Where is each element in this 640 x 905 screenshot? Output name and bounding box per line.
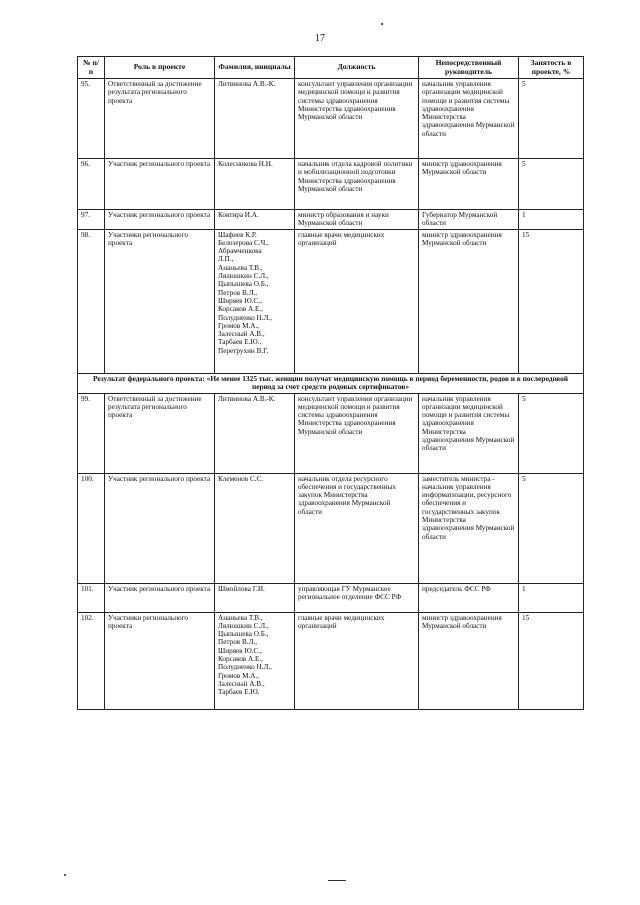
project-participants-table [77, 56, 584, 710]
row-name: Клеменов С.С. [215, 473, 295, 583]
section-row [78, 373, 584, 393]
header-name: Фамилия, инициалы [215, 57, 295, 79]
table-row [78, 473, 584, 583]
row-num: 97. [78, 210, 105, 230]
row-name: Шмойлова Г.И. [215, 583, 295, 612]
row-name: Колесникова Н.Н. [215, 159, 295, 210]
row-role: Участник регионального проекта [105, 210, 215, 230]
row-position: начальник отдела кадровой политики и мобилизационной подготовки Министерства здравоохранения Мурманской области [295, 159, 419, 210]
row-load: 15 [519, 229, 584, 373]
row-supervisor: министр здравоохранения Мурманской области [419, 229, 519, 373]
row-num: 100. [78, 473, 105, 583]
row-load: 5 [519, 473, 584, 583]
row-name: Литвинова А.В.-К. [215, 79, 295, 159]
row-num: 98. [78, 229, 105, 373]
row-role: Ответственный за достижение результата регионального проекта [105, 79, 215, 159]
table-row [78, 79, 584, 159]
row-supervisor: Губернатор Мурманской области [419, 210, 519, 230]
scan-mark [328, 880, 346, 881]
row-load: 1 [519, 583, 584, 612]
row-supervisor: председатель ФСС РФ [419, 583, 519, 612]
row-num: 102. [78, 612, 105, 709]
header-num: № п/п [78, 57, 105, 79]
scan-speck [64, 874, 66, 876]
row-position: консультант управления организации медицинской помощи и развития системы здравоохранения Министерства здравоохранения Мурманской области [295, 393, 419, 473]
row-supervisor: заместитель министра - начальник управления информатизации, ресурсного обеспечения и государственных закупок Министерства здравоохранения Мурманской области [419, 473, 519, 583]
row-position: управляющая ГУ Мурманское региональное отделение ФСС РФ [295, 583, 419, 612]
scan-speck [381, 23, 383, 25]
row-name: Ковтира И.А. [215, 210, 295, 230]
row-position: консультант управления организации медицинской помощи и развития системы здравоохранения Министерства здравоохранения Мурманской области [295, 79, 419, 159]
table-row [78, 229, 584, 373]
table-header-row [78, 57, 584, 79]
row-role: Участники регионального проекта [105, 612, 215, 709]
row-supervisor: начальник управления организации медицинской помощи и развития системы здравоохранения Министерства здравоохранения Мурманской области [419, 79, 519, 159]
table-row [78, 612, 584, 709]
row-position: министр образования и науки Мурманской области [295, 210, 419, 230]
row-position: главные врачи медицинских организаций [295, 612, 419, 709]
table-row [78, 393, 584, 473]
row-load: 1 [519, 210, 584, 230]
row-role: Ответственный за достижение результата регионального проекта [105, 393, 215, 473]
row-role: Участник регионального проекта [105, 159, 215, 210]
row-load: 5 [519, 393, 584, 473]
row-load: 5 [519, 79, 584, 159]
page-number: 17 [315, 33, 325, 44]
table-row [78, 210, 584, 230]
row-name: Шафиев К.Р. Белозерова С.Ч., Абрамченкова Л.П., Ананьева Т.В., Лялюшкин С.Л., Цыпышева О.Б., Петров В.Л., Ширяев Ю.С., Корсаков А.Е., Полудненко Н.Л., Громов М.А., Залесный А.В., Тарбаев Е.Ю., Перетрухин В.Г. [215, 229, 295, 373]
row-supervisor: министр здравоохранения Мурманской области [419, 159, 519, 210]
header-position: Должность [295, 57, 419, 79]
row-num: 95. [78, 79, 105, 159]
row-num: 101. [78, 583, 105, 612]
row-role: Участники регионального проекта [105, 229, 215, 373]
section-result-title: Результат федерального проекта: «Не менее 1325 тыс. женщин получат медицинскую помощь в период беременности, родов и в послеродовой период за счет средств родовых сертификатов» [78, 373, 584, 393]
row-position: начальник отдела ресурсного обеспечения и государственных закупок Министерства здравоохранения Мурманской области [295, 473, 419, 583]
row-load: 15 [519, 612, 584, 709]
table-row [78, 159, 584, 210]
row-name: Литвинова А.В.-К. [215, 393, 295, 473]
row-load: 5 [519, 159, 584, 210]
row-num: 99. [78, 393, 105, 473]
header-supervisor: Непосредственный руководитель [419, 57, 519, 79]
row-position: главные врачи медицинских организаций [295, 229, 419, 373]
row-name: Ананьева Т.В., Лялюшкин С.Л., Цыпышева О.Б., Петров В.Л., Ширяев Ю.С., Корсаков А.Е., Полудненко Н.Л., Громов М.А., Залесный А.В., Тарбаев Е.Ю. [215, 612, 295, 709]
table-row [78, 583, 584, 612]
row-role: Участник регионального проекта [105, 583, 215, 612]
row-num: 96. [78, 159, 105, 210]
row-supervisor: министр здравоохранения Мурманской области [419, 612, 519, 709]
row-supervisor: начальник управления организации медицинской помощи и развития системы здравоохранения Министерства здравоохранения Мурманской области [419, 393, 519, 473]
header-role: Роль в проекте [105, 57, 215, 79]
row-role: Участник регионального проекта [105, 473, 215, 583]
header-load: Занятость в проекте, % [519, 57, 584, 79]
